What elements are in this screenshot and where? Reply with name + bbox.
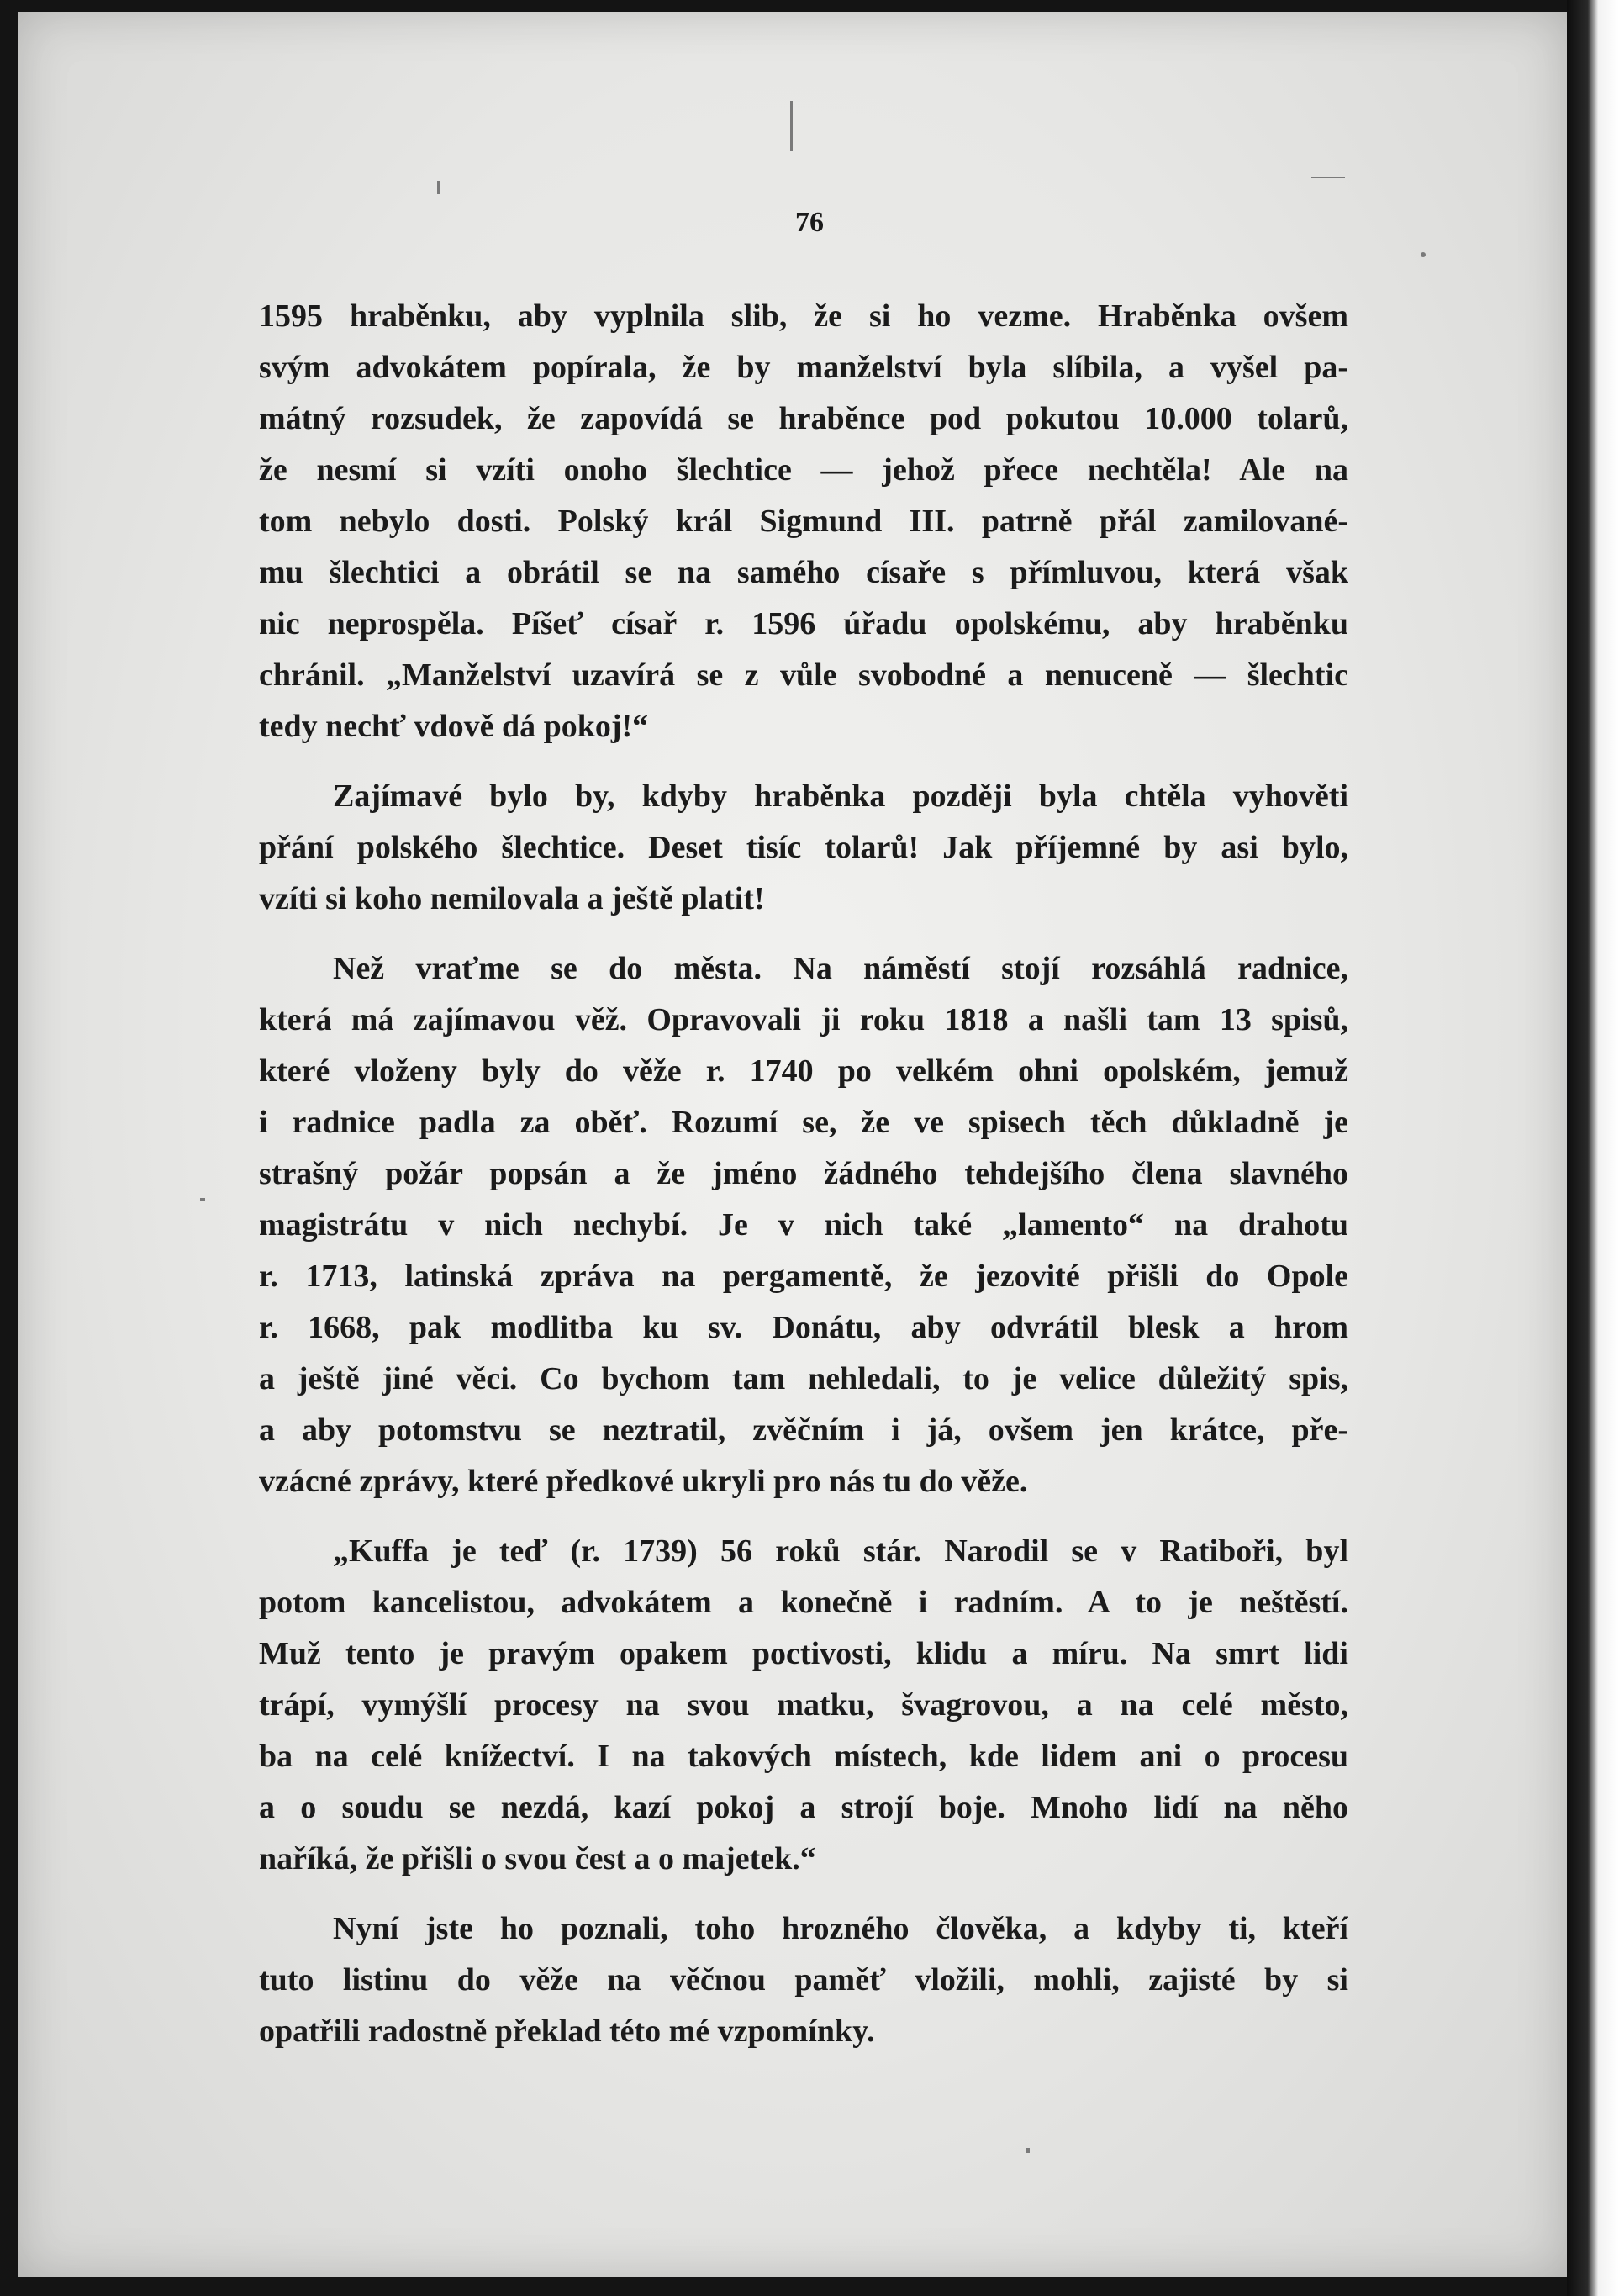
page-edge (1567, 0, 1619, 2296)
text-line: Muž tento je pravým opakem poctivosti, klidu a míru. Na smrt lidi (259, 1636, 1348, 1671)
text-line: opatřili radostně překlad této mé vzpomínky. (259, 2014, 875, 2049)
text-line: Zajímavé bylo by, kdyby hraběnka později byla chtěla vyhověti (333, 779, 1348, 814)
text-line: tom nebylo dosti. Polský král Sigmund III. patrně přál zamilované- (259, 504, 1348, 539)
text-line: a ještě jiné věci. Co bychom tam nehledali, to je velice důležitý spis, (259, 1361, 1348, 1396)
paragraph (259, 1903, 1348, 2057)
text-line: magistrátu v nich nechybí. Je v nich také „lamento“ na drahotu (259, 1207, 1348, 1243)
body-text (259, 291, 1348, 2076)
text-line: r. 1668, pak modlitba ku sv. Donátu, aby odvrátil blesk a hrom (259, 1310, 1348, 1345)
text-line: naříká, že přišli o svou čest a o majetek.“ (259, 1841, 816, 1876)
text-line: které vloženy byly do věže r. 1740 po velkém ohni opolském, jemuž (259, 1053, 1348, 1089)
text-line: přání polského šlechtice. Deset tisíc tolarů! Jak příjemné by asi bylo, (259, 830, 1348, 865)
text-line: 1595 hraběnku, aby vyplnila slib, že si ho vezme. Hraběnka ovšem (259, 298, 1348, 334)
text-line: „Kuffa je teď (r. 1739) 56 roků stár. Narodil se v Ratiboři, byl (333, 1533, 1348, 1569)
paragraph (259, 1526, 1348, 1885)
text-line: trápí, vymýšlí procesy na svou matku, švagrovou, a na celé město, (259, 1687, 1348, 1723)
text-line: a aby potomstvu se neztratil, zvěčním i já, ovšem jen krátce, pře- (259, 1412, 1348, 1448)
text-line: vzíti si koho nemilovala a ještě platit! (259, 881, 765, 916)
paragraph (259, 291, 1348, 752)
text-line: ba na celé knížectví. I na takových místech, kde lidem ani o procesu (259, 1739, 1348, 1774)
text-line: vzácné zprávy, které předkové ukryli pro nás tu do věže. (259, 1464, 1028, 1499)
scan-speck (1026, 2148, 1030, 2153)
text-line: tuto listinu do věže na věčnou paměť vložili, mohli, zajisté by si (259, 1962, 1348, 1998)
paragraph (259, 771, 1348, 925)
text-line: že nesmí si vzíti onoho šlechtice — jehož přece nechtěla! Ale na (259, 452, 1348, 488)
scan-speck (437, 181, 440, 194)
text-line: Než vraťme se do města. Na náměstí stojí rozsáhlá radnice, (333, 951, 1348, 986)
text-line: mátný rozsudek, že zapovídá se hraběnce pod pokutou 10.000 tolarů, (259, 401, 1348, 436)
text-line: nic neprospěla. Píšeť císař r. 1596 úřadu opolskému, aby hraběnku (259, 606, 1348, 641)
text-line: chránil. „Manželství uzavírá se z vůle svobodné a nenuceně — šlechtic (259, 657, 1348, 693)
text-line: strašný požár popsán a že jméno žádného tehdejšího člena slavného (259, 1156, 1348, 1191)
text-line: mu šlechtici a obrátil se na samého císaře s přímluvou, která však (259, 555, 1348, 590)
scan-speck (200, 1198, 205, 1201)
text-line: a o soudu se nezdá, kazí pokoj a strojí boje. Mnoho lidí na něho (259, 1790, 1348, 1825)
scan-speck (1311, 177, 1345, 178)
page-number: 76 (795, 207, 824, 238)
text-line: potom kancelistou, advokátem a konečně i radním. A to je neštěstí. (259, 1585, 1348, 1620)
text-line: tedy nechť vdově dá pokoj!“ (259, 709, 649, 744)
scan-speck (1421, 252, 1426, 257)
text-line: Nyní jste ho poznali, toho hrozného člověka, a kdyby ti, kteří (333, 1911, 1348, 1946)
text-line: která má zajímavou věž. Opravovali ji roku 1818 a našli tam 13 spisů, (259, 1002, 1348, 1037)
text-line: r. 1713, latinská zpráva na pergamentě, že jezovité přišli do Opole (259, 1259, 1348, 1294)
text-line: svým advokátem popírala, že by manželství byla slíbila, a vyšel pa- (259, 350, 1348, 385)
scan-speck (790, 101, 793, 151)
paragraph (259, 943, 1348, 1507)
text-line: i radnice padla za oběť. Rozumí se, že ve spisech těch důkladně je (259, 1105, 1348, 1140)
